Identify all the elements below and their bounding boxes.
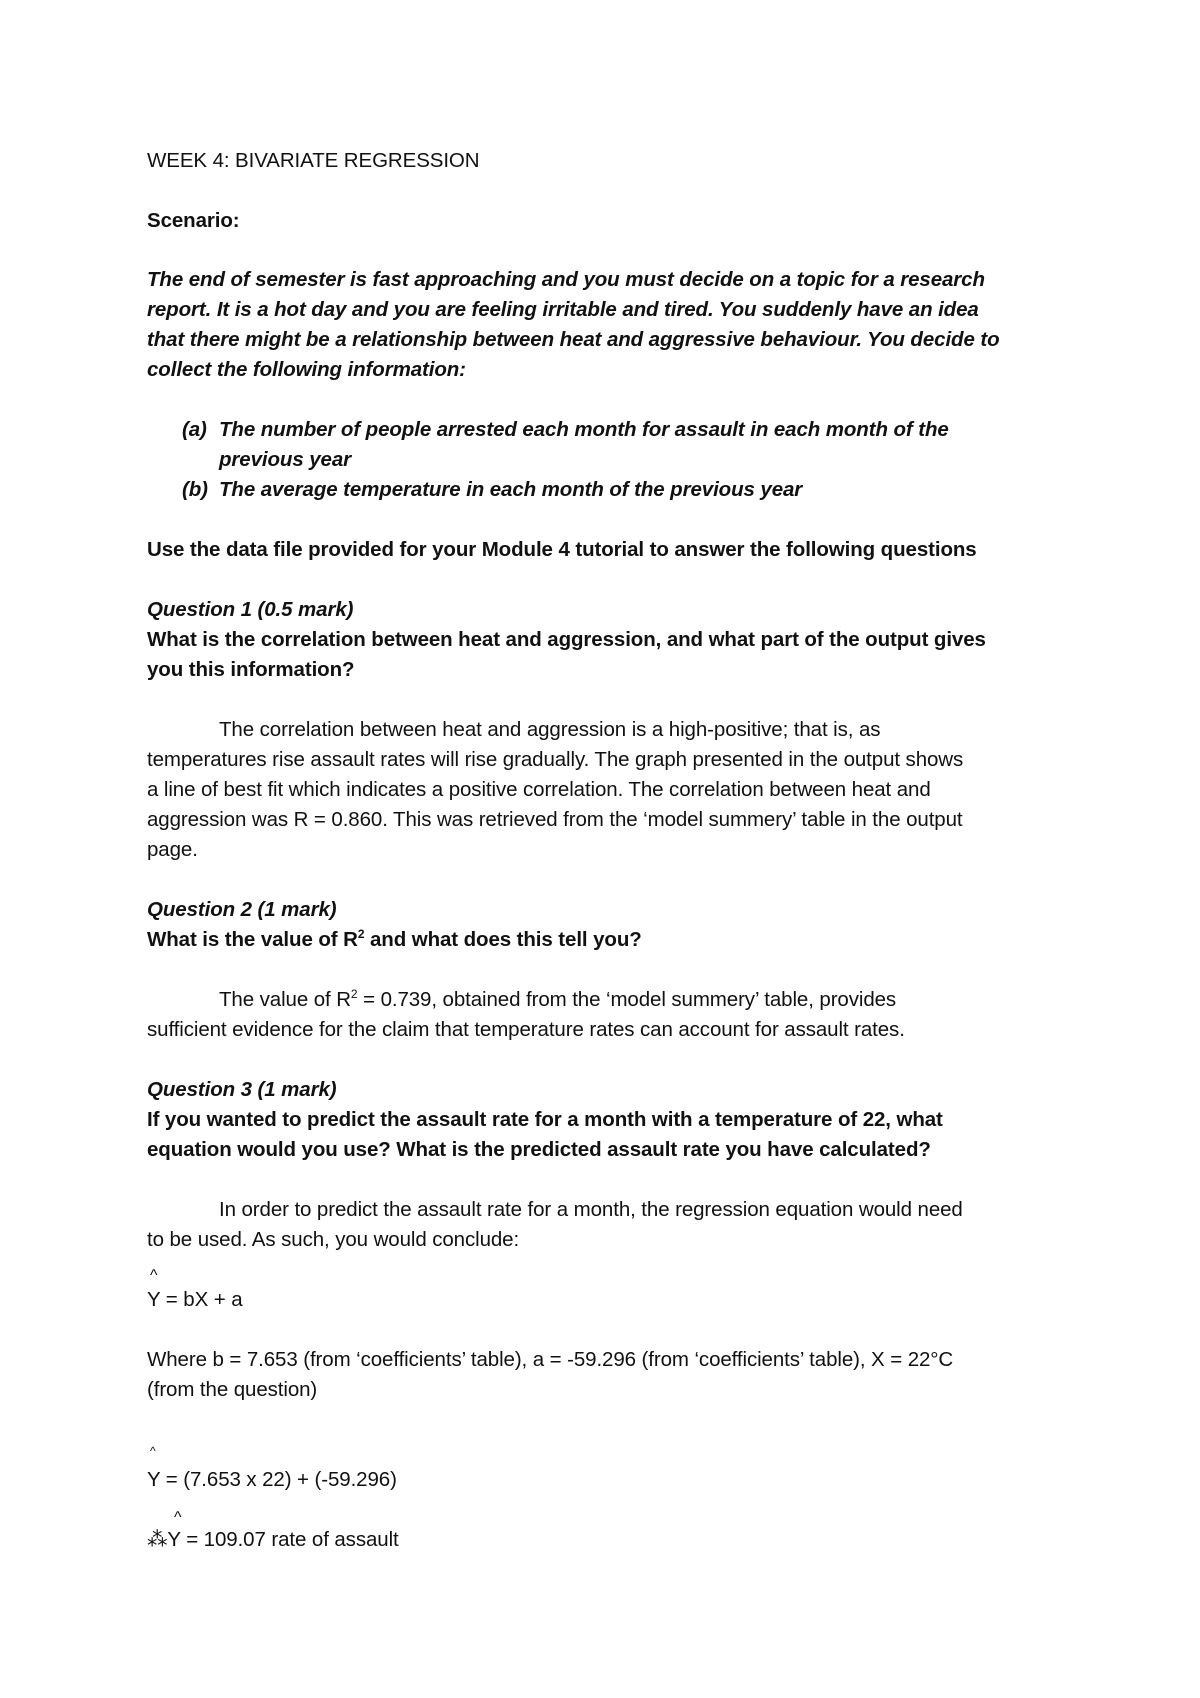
answer-1-line: page.: [147, 838, 198, 861]
scenario-line: collect the following information:: [147, 358, 466, 381]
calculation-line: Y = (7.653 x 22) + (-59.296): [147, 1468, 397, 1491]
question-3-heading: Question 3 (1 mark): [147, 1078, 337, 1101]
question-1-prompt: you this information?: [147, 658, 355, 681]
scenario-line: that there might be a relationship between heat and aggressive behaviour. You decide to: [147, 328, 1000, 351]
hat-symbol: ^: [150, 1267, 158, 1284]
instruction-text: Use the data file provided for your Module 4 tutorial to answer the following questions: [147, 538, 977, 561]
scenario-line: report. It is a hot day and you are feeling irritable and tired. You suddenly have an idea: [147, 298, 979, 321]
list-marker: (b): [182, 478, 208, 501]
list-item-continuation: previous year: [219, 448, 352, 471]
answer-1-line: temperatures rise assault rates will rise gradually. The graph presented in the output shows: [147, 748, 964, 771]
question-1-prompt: What is the correlation between heat and aggression, and what part of the output gives: [147, 628, 986, 651]
list-marker: (a): [182, 418, 207, 441]
list-item: The average temperature in each month of the previous year: [219, 478, 803, 501]
answer-1-line: a line of best fit which indicates a positive correlation. The correlation between heat and: [147, 778, 931, 801]
scenario-label: Scenario:: [147, 209, 240, 232]
result-line: ⁂Y = 109.07 rate of assault: [147, 1528, 399, 1551]
therefore-symbol: ⁂: [147, 1528, 168, 1551]
question-3-prompt: If you wanted to predict the assault rate for a month with a temperature of 22, what: [147, 1108, 943, 1131]
question-3-prompt: equation would you use? What is the predicted assault rate you have calculated?: [147, 1138, 931, 1161]
hat-symbol: ^: [174, 1509, 182, 1526]
page-title: WEEK 4: BIVARIATE REGRESSION: [147, 149, 480, 172]
list-item: The number of people arrested each month for assault in each month of the: [219, 418, 949, 441]
answer-3-line: In order to predict the assault rate for a month, the regression equation would need: [219, 1198, 963, 1221]
regression-equation: Y = bX + a: [147, 1288, 243, 1311]
answer-1-line: The correlation between heat and aggression is a high-positive; that is, as: [219, 718, 881, 741]
scenario-line: The end of semester is fast approaching and you must decide on a topic for a research: [147, 268, 985, 291]
question-2-prompt: What is the value of $R^2$ and what does this tell you?: [147, 927, 642, 951]
question-1-heading: Question 1 (0.5 mark): [147, 598, 354, 621]
answer-2-line: sufficient evidence for the claim that temperature rates can account for assault rates.: [147, 1018, 905, 1041]
hat-symbol: ^: [150, 1444, 156, 1458]
answer-1-line: aggression was R = 0.860. This was retrieved from the ‘model summery’ table in the output: [147, 808, 963, 831]
question-2-heading: Question 2 (1 mark): [147, 898, 337, 921]
where-line: (from the question): [147, 1378, 318, 1401]
answer-3-line: to be used. As such, you would conclude:: [147, 1228, 520, 1251]
where-line: Where b = 7.653 (from ‘coefficients’ table), a = -59.296 (from ‘coefficients’ table), X = 22°C: [147, 1348, 954, 1371]
answer-2-line: The value of $R^2 = 0.739$, obtained from the ‘model summery’ table, provides: [219, 987, 897, 1011]
